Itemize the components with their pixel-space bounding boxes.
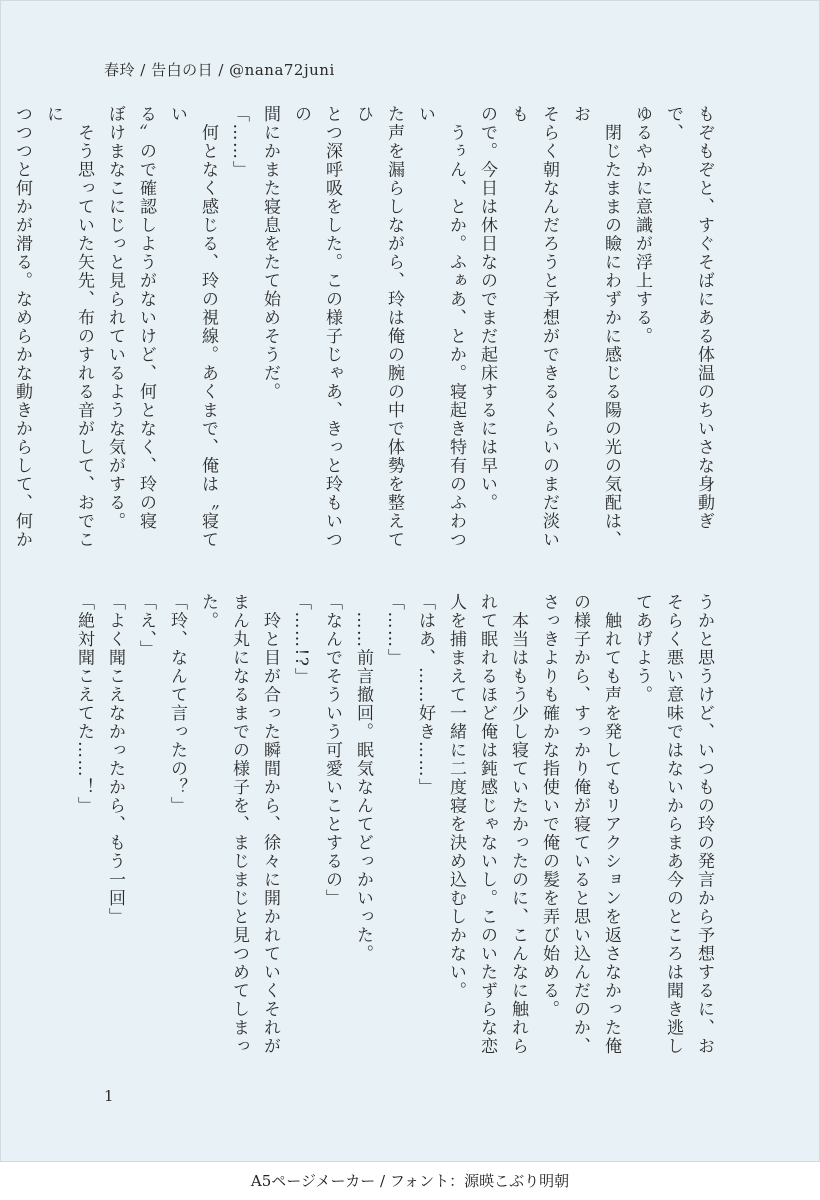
text-line: 閉じたままの瞼にわずかに感じる陽の光の気配は、お bbox=[570, 105, 621, 549]
footer-credit: A5ページメーカー / フォント：源暎こぶり明朝 bbox=[250, 1172, 570, 1190]
text-line: の様子から、すっかり俺が寝ていると思い込んだのか、 bbox=[570, 593, 590, 1056]
text-line: 何となく感じる、玲の視線。あくまで、俺は〝寝てい bbox=[167, 105, 218, 549]
text-line: 「よく聞こえなかったから、もう一回」 bbox=[105, 593, 125, 926]
text-line: てあげよう。 bbox=[632, 593, 652, 704]
page-header: 春玲 / 告白の日 / @nana72juni bbox=[104, 61, 335, 79]
text-line: た。 bbox=[198, 593, 218, 630]
text-line: 「……」 bbox=[229, 105, 249, 179]
text-line: まん丸になるまでの様子を、まじまじと見つめてしまっ bbox=[229, 593, 249, 1056]
text-line: ゆるやかに意識が浮上する。 bbox=[632, 105, 652, 346]
text-line: ぼけまなこにじっと見られているような気がする。 bbox=[105, 105, 125, 531]
text-block-top bbox=[12, 105, 719, 567]
text-line: そらく朝なんだろうと予想ができるくらいのまだ淡いも bbox=[508, 105, 559, 549]
text-line: 「絶対聞こえてた……！」 bbox=[74, 593, 94, 815]
text-line: 「え、」 bbox=[136, 593, 156, 659]
text-line: 「玲、なんて言ったの？」 bbox=[167, 593, 187, 815]
text-line: 「……!?」 bbox=[291, 593, 311, 686]
text-line: 本当はもう少し寝ていたかったのに、こんなに触れら bbox=[508, 593, 528, 1056]
page-number: 1 bbox=[104, 1087, 114, 1105]
text-line: もぞもぞと、すぐそばにある体温のちいさな身動ぎで、 bbox=[663, 105, 714, 531]
text-line: た声を漏らしながら、玲は俺の腕の中で体勢を整えてひ bbox=[353, 105, 404, 549]
text-line: そらく悪い意味ではないからまあ今のところは聞き逃し bbox=[663, 593, 683, 1056]
text-line: つつつと何かが滑る。なめらかな動きからして、何か bbox=[12, 105, 32, 549]
text-line: うぅん、とか。ふぁあ、とか。寝起き特有のふわつい bbox=[415, 105, 466, 549]
text-line: ……前言撤回。眠気なんてどっかいった。 bbox=[353, 593, 373, 963]
text-line: そう思っていた矢先、布のすれる音がして、おでこに bbox=[43, 105, 94, 549]
text-line: 「なんでそういう可愛いことするの」 bbox=[322, 593, 342, 908]
text-line: 玲と目が合った瞬間から、徐々に開かれていくそれが bbox=[260, 593, 280, 1056]
text-line: ので。今日は休日なのでまだ起床するには早い。 bbox=[477, 105, 497, 512]
text-line: 「……」 bbox=[384, 593, 404, 667]
text-line: 間にかまた寝息をたて始めそうだ。 bbox=[260, 105, 280, 401]
text-block-bottom bbox=[74, 593, 719, 1063]
text-line: とつ深呼吸をした。この様子じゃあ、きっと玲もいつの bbox=[291, 105, 342, 549]
text-line: 人を捕まえて一緒に二度寝を決め込むしかない。 bbox=[446, 593, 466, 1000]
text-line: うかと思うけど、いつもの玲の発言から予想するに、お bbox=[694, 593, 714, 1056]
text-line: 触れても声を発してもリアクションを返さなかった俺 bbox=[601, 593, 621, 1056]
text-line: れて眠れるほど俺は鈍感じゃないし。このいたずらな恋 bbox=[477, 593, 497, 1056]
text-line: さっきよりも確かな指使いで俺の髪を弄び始める。 bbox=[539, 593, 559, 1019]
text-line: 「はあ、……好き……」 bbox=[415, 593, 435, 797]
text-line: る〟ので確認しようがないけど、何となく、玲の寝 bbox=[136, 105, 156, 531]
